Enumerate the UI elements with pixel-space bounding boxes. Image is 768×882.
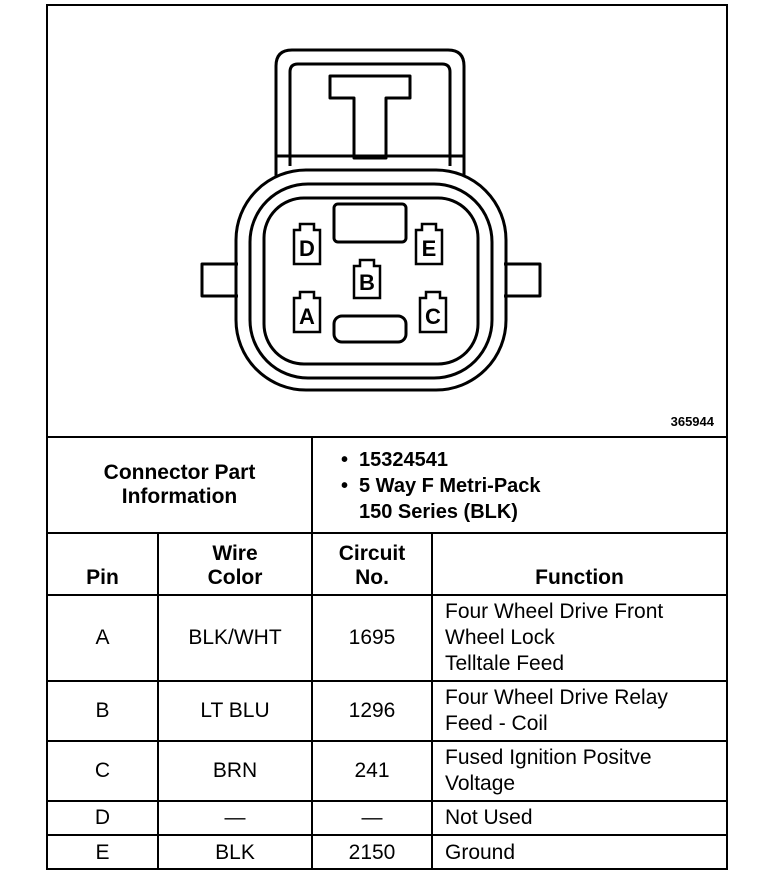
circuit-cell: 1695 [312, 595, 432, 681]
right-ear [504, 264, 540, 296]
pin-cell: B [48, 681, 158, 741]
wire-color-cell: BLK [158, 835, 312, 869]
circuit-cell: 1296 [312, 681, 432, 741]
pin-e-label: E [421, 236, 437, 261]
connector-info-row [48, 437, 726, 533]
header-wire-color: Wire Color [158, 533, 312, 595]
function-cell: Not Used [432, 801, 726, 835]
table-header-row [48, 533, 726, 595]
connector-spec-table [48, 436, 726, 869]
connector-info-values [312, 437, 726, 533]
connector-type: • 5 Way F Metri-Pack 150 Series (BLK) [341, 473, 726, 525]
table-row [48, 681, 726, 741]
lock-tab [330, 76, 410, 158]
connector-face-svg [48, 6, 726, 436]
table-row [48, 801, 726, 835]
table-row [48, 835, 726, 869]
latch-inner [290, 64, 450, 166]
header-circuit-no: Circuit No. [312, 533, 432, 595]
function-cell: Ground [432, 835, 726, 869]
circuit-cell: 2150 [312, 835, 432, 869]
circuit-cell: 241 [312, 741, 432, 801]
pin-cell: C [48, 741, 158, 801]
function-cell: Fused Ignition Positve Voltage [432, 741, 726, 801]
function-cell: Four Wheel Drive Front Wheel Lock Telltale Feed [432, 595, 726, 681]
table-row [48, 741, 726, 801]
connector-drawing [48, 6, 726, 436]
part-number: • 15324541 [341, 447, 726, 473]
pin-b-label: B [359, 270, 375, 295]
wire-color-cell: BRN [158, 741, 312, 801]
pin-cell: D [48, 801, 158, 835]
pin-d-label: D [299, 236, 315, 261]
pin-cell: E [48, 835, 158, 869]
connector-info-list [313, 439, 726, 531]
pin-c-label: C [425, 304, 441, 329]
bottom-key-slot [334, 316, 406, 342]
wire-color-cell: — [158, 801, 312, 835]
function-cell: Four Wheel Drive Relay Feed - Coil [432, 681, 726, 741]
left-ear [202, 264, 238, 296]
connector-info-label: Connector Part Information [48, 437, 312, 533]
pin-a-label: A [299, 304, 315, 329]
header-function: Function [432, 533, 726, 595]
wire-color-cell: LT BLU [158, 681, 312, 741]
table-row [48, 595, 726, 681]
header-pin: Pin [48, 533, 158, 595]
figure-number: 365944 [670, 414, 714, 429]
circuit-cell: — [312, 801, 432, 835]
wire-color-cell: BLK/WHT [158, 595, 312, 681]
diagram-frame [46, 4, 728, 870]
top-key-slot [334, 204, 406, 242]
pin-cell: A [48, 595, 158, 681]
